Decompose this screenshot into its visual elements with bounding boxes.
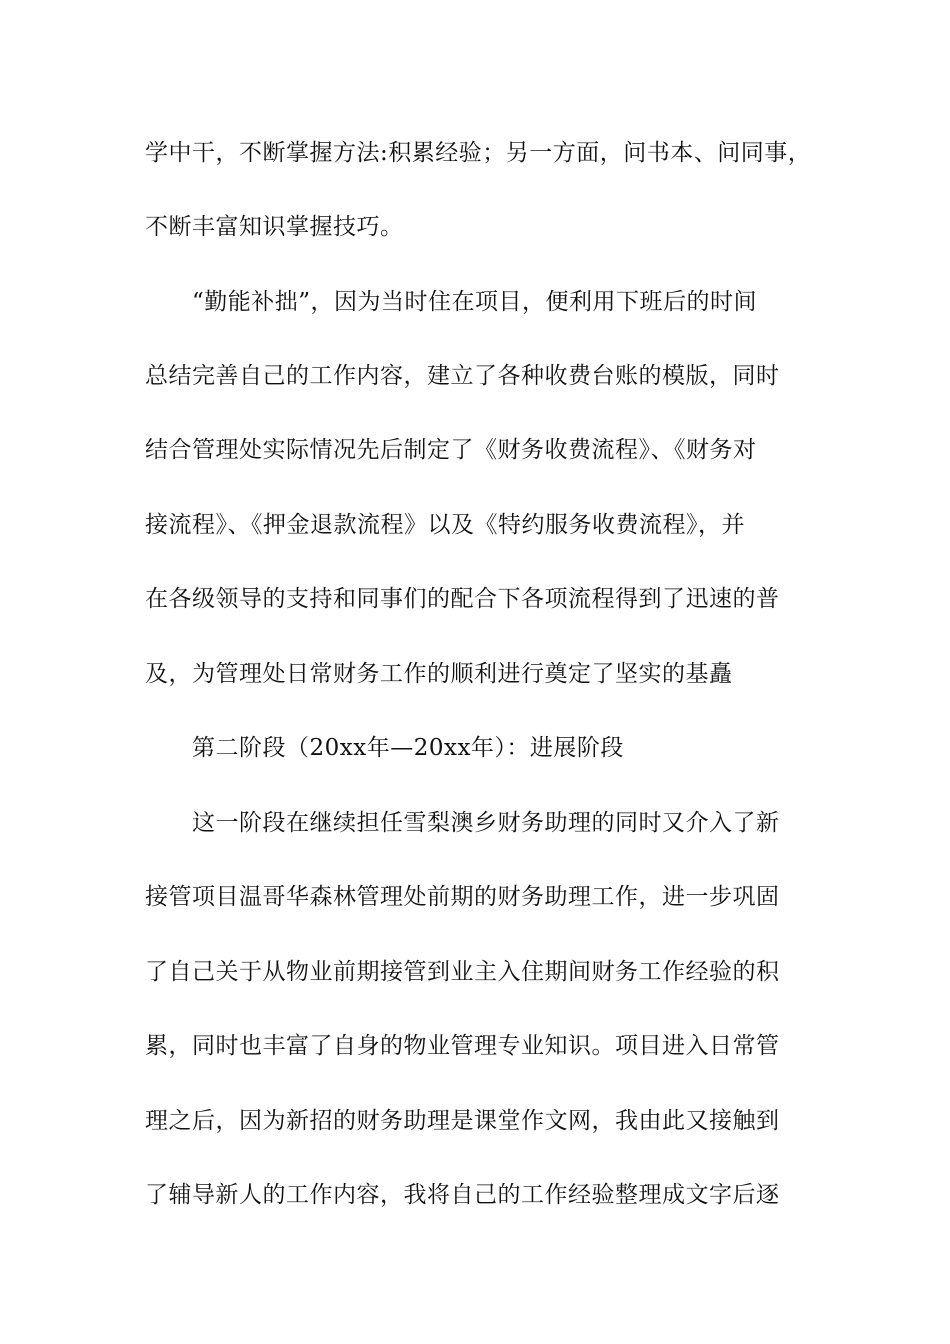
text-line: 累，同时也丰富了自身的物业管理专业知识。项目进入日常管 [145, 1033, 780, 1059]
text-line: 在各级领导的支持和同事们的配合下各项流程得到了迅速的普 [145, 586, 780, 612]
text-line: 结合管理处实际情况先后制定了《财务收费流程》、《财务对 [145, 437, 757, 463]
text-line: 不断丰富知识掌握技巧。 [145, 214, 404, 240]
text-line: 学中干，不断掌握方法:积累经验；另一方面，问书本、问同事， [145, 140, 812, 166]
text-line: 理之后，因为新招的财务助理是课堂作文网，我由此又接触到 [145, 1108, 780, 1134]
text-line: 接流程》、《押金退款流程》以及《特约服务收费流程》，并 [145, 512, 745, 538]
text-line: 了辅导新人的工作内容，我将自己的工作经验整理成文字后逐 [145, 1182, 780, 1208]
section-heading: 第二阶段（20xx年—20xx年）：进展阶段 [192, 735, 624, 761]
text-line: 接管项目温哥华森林管理处前期的财务助理工作，进一步巩固 [145, 884, 780, 910]
text-line: 了自己关于从物业前期接管到业主入住期间财务工作经验的积 [145, 959, 780, 985]
paragraph-start: “勤能补拙”，因为当时住在项目，便利用下班后的时间 [192, 289, 758, 315]
text-line: 及，为管理处日常财务工作的顺利进行奠定了坚实的基矗 [145, 661, 733, 687]
text-line: 总结完善自己的工作内容，建立了各种收费台账的模版，同时 [145, 363, 780, 389]
paragraph-start: 这一阶段在继续担任雪梨澳乡财务助理的同时又介入了新 [192, 810, 780, 836]
